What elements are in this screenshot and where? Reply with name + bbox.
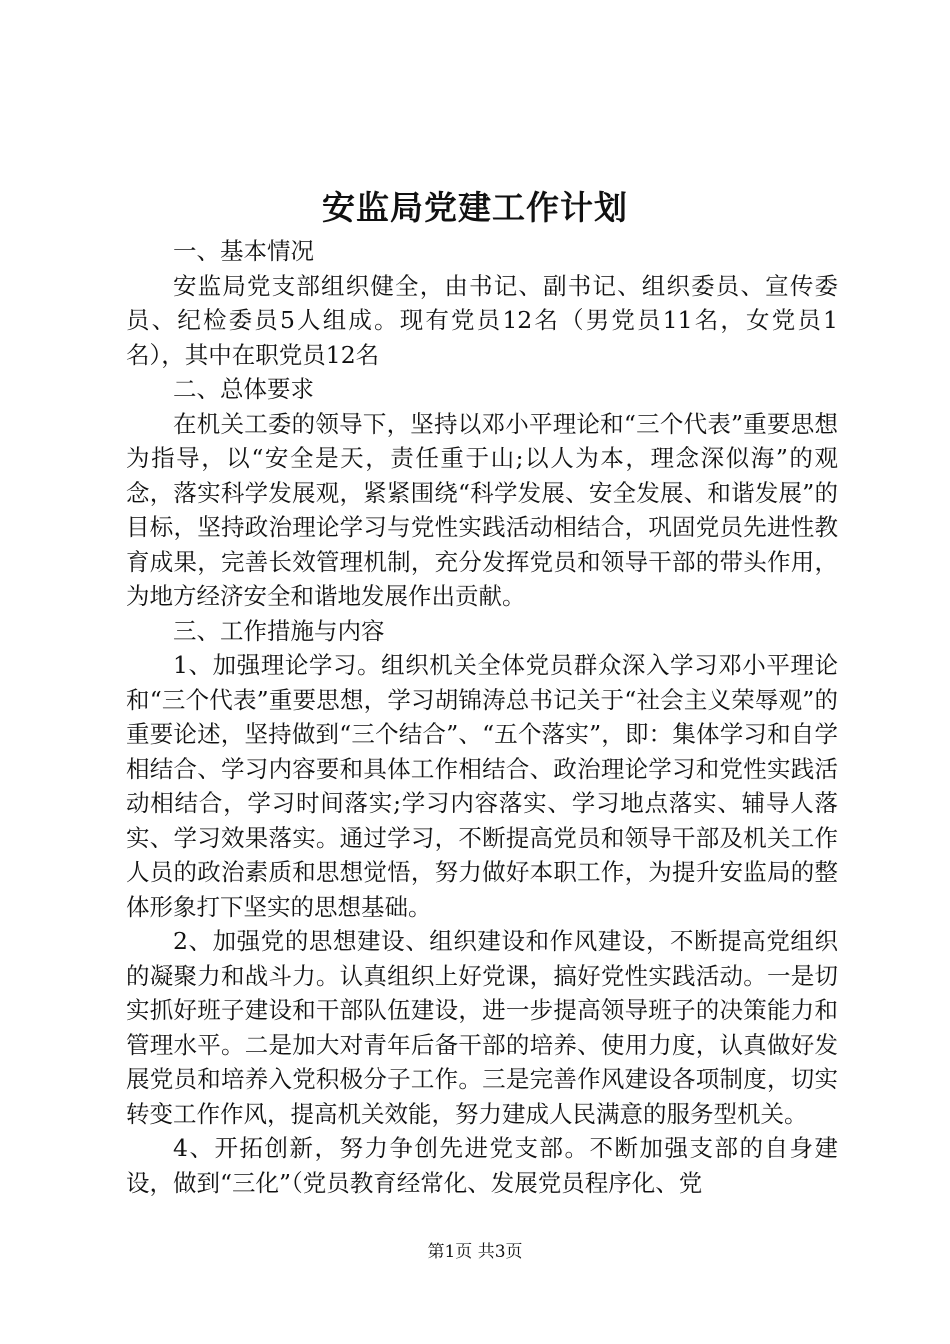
paragraph-measure-1: 1、加强理论学习。组织机关全体党员群众深入学习邓小平理论和“三个代表”重要思想，学习胡锦涛总书记关于“社会主义荣辱观”的重要论述，坚持做到“三个结合”、“五个落实”，即：集体学习和自学相结合、学习内容要和具体工作相结合、政治理论学习和党性实践活动相结合，学习时间落实;学习内容落实、学习地点落实、辅导人落实、学习效果落实。通过学习，不断提高党员和领导干部及机关工作人员的政治素质和思想觉悟，努力做好本职工作，为提升安监局的整体形象打下坚实的思想基础。 bbox=[126, 651, 838, 921]
paragraph-requirements: 在机关工委的领导下，坚持以邓小平理论和“三个代表”重要思想为指导，以“安全是天，责任重于山;以人为本，理念深似海”的观念，落实科学发展观，紧紧围绕“科学发展、安全发展、和谐发展”的目标，坚持政治理论学习与党性实践活动相结合，巩固党员先进性教育成果，完善长效管理机制，充分发挥党员和领导干部的带头作用，为地方经济安全和谐地发展作出贡献。 bbox=[126, 409, 838, 610]
paragraph-measure-2: 2、加强党的思想建设、组织建设和作风建设，不断提高党组织的凝聚力和战斗力。认真组织上好党课，搞好党性实践活动。一是切实抓好班子建设和干部队伍建设，进一步提高领导班子的决策能力和管理水平。二是加大对青年后备干部的培养、使用力度，认真做好发展党员和培养入党积极分子工作。三是完善作风建设各项制度，切实转变工作作风，提高机关效能，努力建成人民满意的服务型机关。 bbox=[126, 927, 838, 1128]
document-body bbox=[126, 234, 838, 1200]
section-heading-basic: 一、基本情况 bbox=[173, 237, 314, 265]
page-number-footer: 第1页 共3页 bbox=[427, 1242, 523, 1262]
paragraph-basic-info: 安监局党支部组织健全，由书记、副书记、组织委员、宣传委员、纪检委员5人组成。现有党员12名（男党员11名，女党员1名），其中在职党员12名 bbox=[126, 271, 838, 369]
paragraph-measure-4: 4、开拓创新，努力争创先进党支部。不断加强支部的自身建设，做到“三化”（党员教育经常化、发展党员程序化、党 bbox=[126, 1134, 838, 1197]
section-heading-measures: 三、工作措施与内容 bbox=[173, 616, 385, 645]
document-title: 安监局党建工作计划 bbox=[322, 188, 628, 227]
section-heading-requirements: 二、总体要求 bbox=[173, 375, 314, 403]
